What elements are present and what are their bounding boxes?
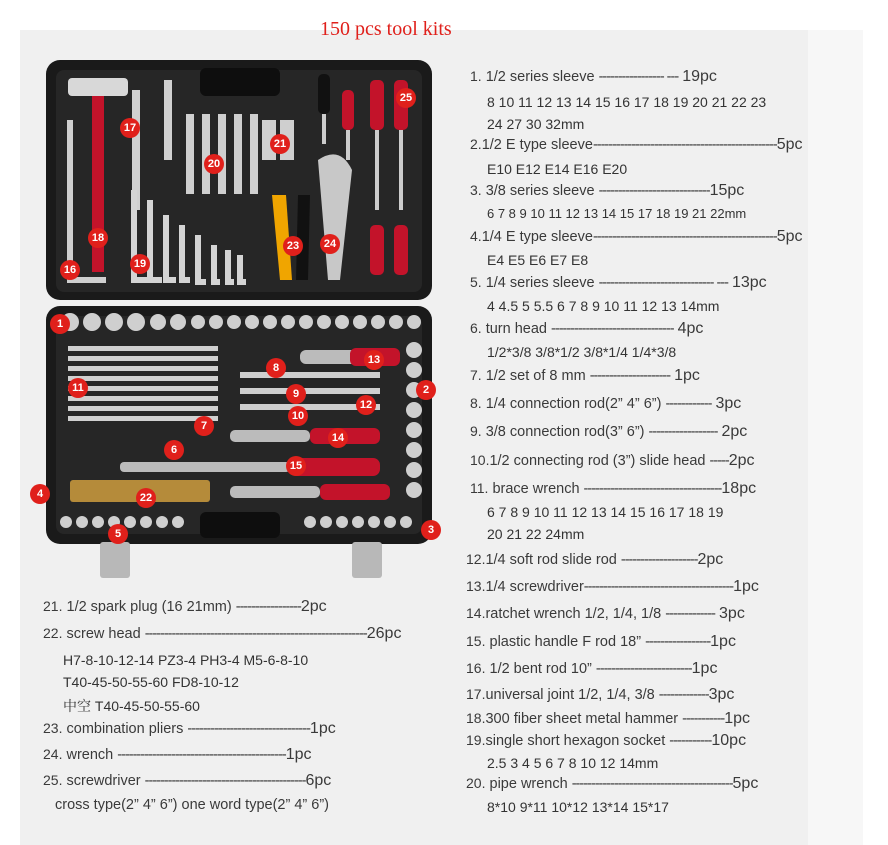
callout-3: 3 xyxy=(421,520,441,540)
list-item: 11. brace wrench ------------------------------------18pc xyxy=(470,480,757,497)
callout-24: 24 xyxy=(320,234,340,254)
list-item: 23. combination pliers --------------------------------1pc xyxy=(43,720,336,737)
latch-right xyxy=(352,542,382,578)
list-item-detail: E4 E5 E6 E7 E8 xyxy=(487,252,589,268)
hammer-head xyxy=(68,78,128,96)
list-item: 22. screw head ----------------------------------------------------------26pc xyxy=(43,625,402,642)
list-item: 12.1/4 soft rod slide rod --------------------2pc xyxy=(466,551,724,568)
callout-20: 20 xyxy=(204,154,224,174)
list-item-detail: 8 10 11 12 13 14 15 16 17 18 19 20 21 22 23 xyxy=(487,94,767,110)
list-item-detail: 6 7 8 9 10 11 12 13 14 15 17 18 19 21 22mm xyxy=(487,206,747,221)
list-item: 2.1/2 E type sleeve------------------------------------------------5pc xyxy=(470,136,803,153)
list-item: 20. pipe wrench ------------------------------------------5pc xyxy=(466,775,759,792)
list-item: 21. 1/2 spark plug (16 21mm) -----------------2pc xyxy=(43,598,327,615)
callout-14: 14 xyxy=(328,428,348,448)
callout-7: 7 xyxy=(194,416,214,436)
list-item: 1. 1/2 series sleeve ----------------- --- 19pc xyxy=(470,68,717,85)
callout-10: 10 xyxy=(288,406,308,426)
list-item-detail: 1/2*3/8 3/8*1/2 3/8*1/4 1/4*3/8 xyxy=(487,344,677,360)
list-item: 6. turn head -------------------------------- 4pc xyxy=(470,320,704,337)
case-bottom-handle xyxy=(200,512,280,538)
tool-case-illustration xyxy=(36,50,438,540)
footer-note: cross type(2” 4” 6”) one word type(2” 4” 6”) xyxy=(55,797,329,813)
list-item-detail: T40-45-50-55-60 FD8-10-12 xyxy=(63,674,239,690)
list-item: 16. 1/2 bent rod 10” -------------------------1pc xyxy=(466,660,718,677)
callout-22: 22 xyxy=(136,488,156,508)
list-item-detail: 20 21 22 24mm xyxy=(487,526,585,542)
list-item: 15. plastic handle F rod 18” -----------------1pc xyxy=(466,633,736,650)
callout-13: 13 xyxy=(364,350,384,370)
list-item: 8. 1/4 connection rod(2” 4” 6”) ------------ 3pc xyxy=(470,395,742,412)
list-item: 18.300 fiber sheet metal hammer -----------1pc xyxy=(466,710,751,727)
list-item-detail: 24 27 30 32mm xyxy=(487,116,585,132)
list-item: 24. wrench --------------------------------------------1pc xyxy=(43,746,312,763)
callout-18: 18 xyxy=(88,228,108,248)
list-item-detail: H7-8-10-12-14 PZ3-4 PH3-4 M5-6-8-10 xyxy=(63,652,309,668)
list-item: 19.single short hexagon socket -----------10pc xyxy=(466,732,747,749)
list-item-detail: 2.5 3 4 5 6 7 8 10 12 14mm xyxy=(487,755,659,771)
case-handle xyxy=(200,68,280,96)
list-item: 3. 3/8 series sleeve -----------------------------15pc xyxy=(470,182,745,199)
list-item: 17.universal joint 1/2, 1/4, 3/8 -------------3pc xyxy=(466,686,735,703)
callout-1: 1 xyxy=(50,314,70,334)
list-item-detail: 8*10 9*11 10*12 13*14 15*17 xyxy=(487,799,669,815)
callout-23: 23 xyxy=(283,236,303,256)
callout-6: 6 xyxy=(164,440,184,460)
callout-19: 19 xyxy=(130,254,150,274)
list-item: 25. screwdriver ------------------------------------------6pc xyxy=(43,772,332,789)
extension-bar-2 xyxy=(164,80,172,160)
tool-case-svg xyxy=(40,50,438,590)
callout-17: 17 xyxy=(120,118,140,138)
side-strip xyxy=(808,30,863,845)
callout-16: 16 xyxy=(60,260,80,280)
callout-25: 25 xyxy=(396,88,416,108)
list-item-detail: 6 7 8 9 10 11 12 13 14 15 16 17 18 19 xyxy=(487,504,724,520)
list-item: 7. 1/2 set of 8 mm --------------------- 1pc xyxy=(470,367,700,384)
latch-left xyxy=(100,542,130,578)
list-item: 5. 1/4 series sleeve ------------------------------ --- 13pc xyxy=(470,274,767,291)
list-item: 4.1/4 E type sleeve------------------------------------------------5pc xyxy=(470,228,803,245)
page-title: 150 pcs tool kits xyxy=(320,18,452,40)
list-item: 9. 3/8 connection rod(3” 6”) ------------------ 2pc xyxy=(470,423,748,440)
list-item: 14.ratchet wrench 1/2, 1/4, 1/8 ------------- 3pc xyxy=(466,605,745,622)
list-item-detail: 中空 T40-45-50-55-60 xyxy=(63,698,200,714)
list-item: 10.1/2 connecting rod (3”) slide head -----2pc xyxy=(470,452,755,469)
callout-15: 15 xyxy=(286,456,306,476)
list-item-detail: E10 E12 E14 E16 E20 xyxy=(487,161,628,177)
callout-5: 5 xyxy=(108,524,128,544)
list-item-detail: 4 4.5 5 5.5 6 7 8 9 10 11 12 13 14mm xyxy=(487,298,720,314)
callout-21: 21 xyxy=(270,134,290,154)
callout-12: 12 xyxy=(356,395,376,415)
callout-4: 4 xyxy=(30,484,50,504)
callout-11: 11 xyxy=(68,378,88,398)
callout-9: 9 xyxy=(286,384,306,404)
callout-8: 8 xyxy=(266,358,286,378)
list-item: 13.1/4 screwdriver---------------------------------------1pc xyxy=(466,578,759,595)
callout-2: 2 xyxy=(416,380,436,400)
